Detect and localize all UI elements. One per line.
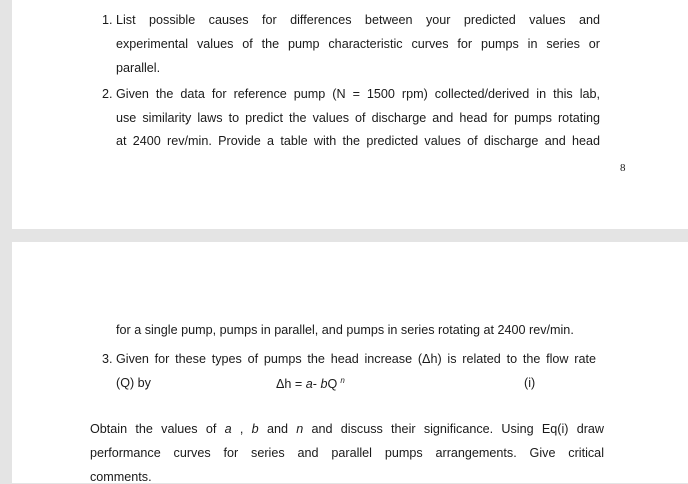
item-2-number: 2. <box>102 87 113 101</box>
document-page-2 <box>12 242 688 483</box>
paragraph-var-a: a <box>224 422 232 436</box>
item-2-line-3: at 2400 rev/min. Provide a table with the predicted values of discharge and head <box>116 134 600 148</box>
item-3-line-2: (Q) by <box>116 376 151 390</box>
equation-q: Q <box>327 377 338 392</box>
equation <box>276 376 345 391</box>
equation-exponent: n <box>340 376 345 385</box>
paragraph-part-2: and discuss their significance. Using Eq(i) draw <box>303 422 605 436</box>
item-1-line-1: List possible causes for differences between your predicted values and <box>116 13 600 27</box>
item-1-line-2: experimental values of the pump characteristic curves for pumps in series or <box>116 37 600 51</box>
document-page-1 <box>12 0 688 229</box>
item-3-line-1: Given for these types of pumps the head increase (Δh) is related to the flow rate <box>116 352 596 366</box>
item-2-line-1: Given the data for reference pump (N = 1500 rpm) collected/derived in this lab, <box>116 87 600 101</box>
equation-lhs: Δh = <box>276 377 306 392</box>
paragraph-line-3: comments. <box>90 470 152 484</box>
continuation-line: for a single pump, pumps in parallel, and pumps in series rotating at 2400 rev/min. <box>116 323 574 337</box>
item-2-line-2: use similarity laws to predict the values of discharge and head for pumps rotating <box>116 111 600 125</box>
item-1-number: 1. <box>102 13 113 27</box>
equation-b: b <box>320 377 328 392</box>
paragraph-line-2: performance curves for series and parallel pumps arrangements. Give critical <box>90 446 604 460</box>
equation-minus: - <box>312 377 321 392</box>
paragraph-var-b: b <box>251 422 259 436</box>
item-3-number: 3. <box>102 352 113 366</box>
paragraph-line-1 <box>90 422 604 436</box>
paragraph-sep-1: , <box>231 422 252 436</box>
item-1-line-3: parallel. <box>116 61 161 75</box>
page-number: 8 <box>620 162 626 174</box>
paragraph-and: and <box>258 422 297 436</box>
equation-a: a <box>305 377 313 392</box>
equation-label: (i) <box>524 376 536 390</box>
paragraph-var-n: n <box>296 422 304 436</box>
paragraph-part-1: Obtain the values of <box>90 422 225 436</box>
